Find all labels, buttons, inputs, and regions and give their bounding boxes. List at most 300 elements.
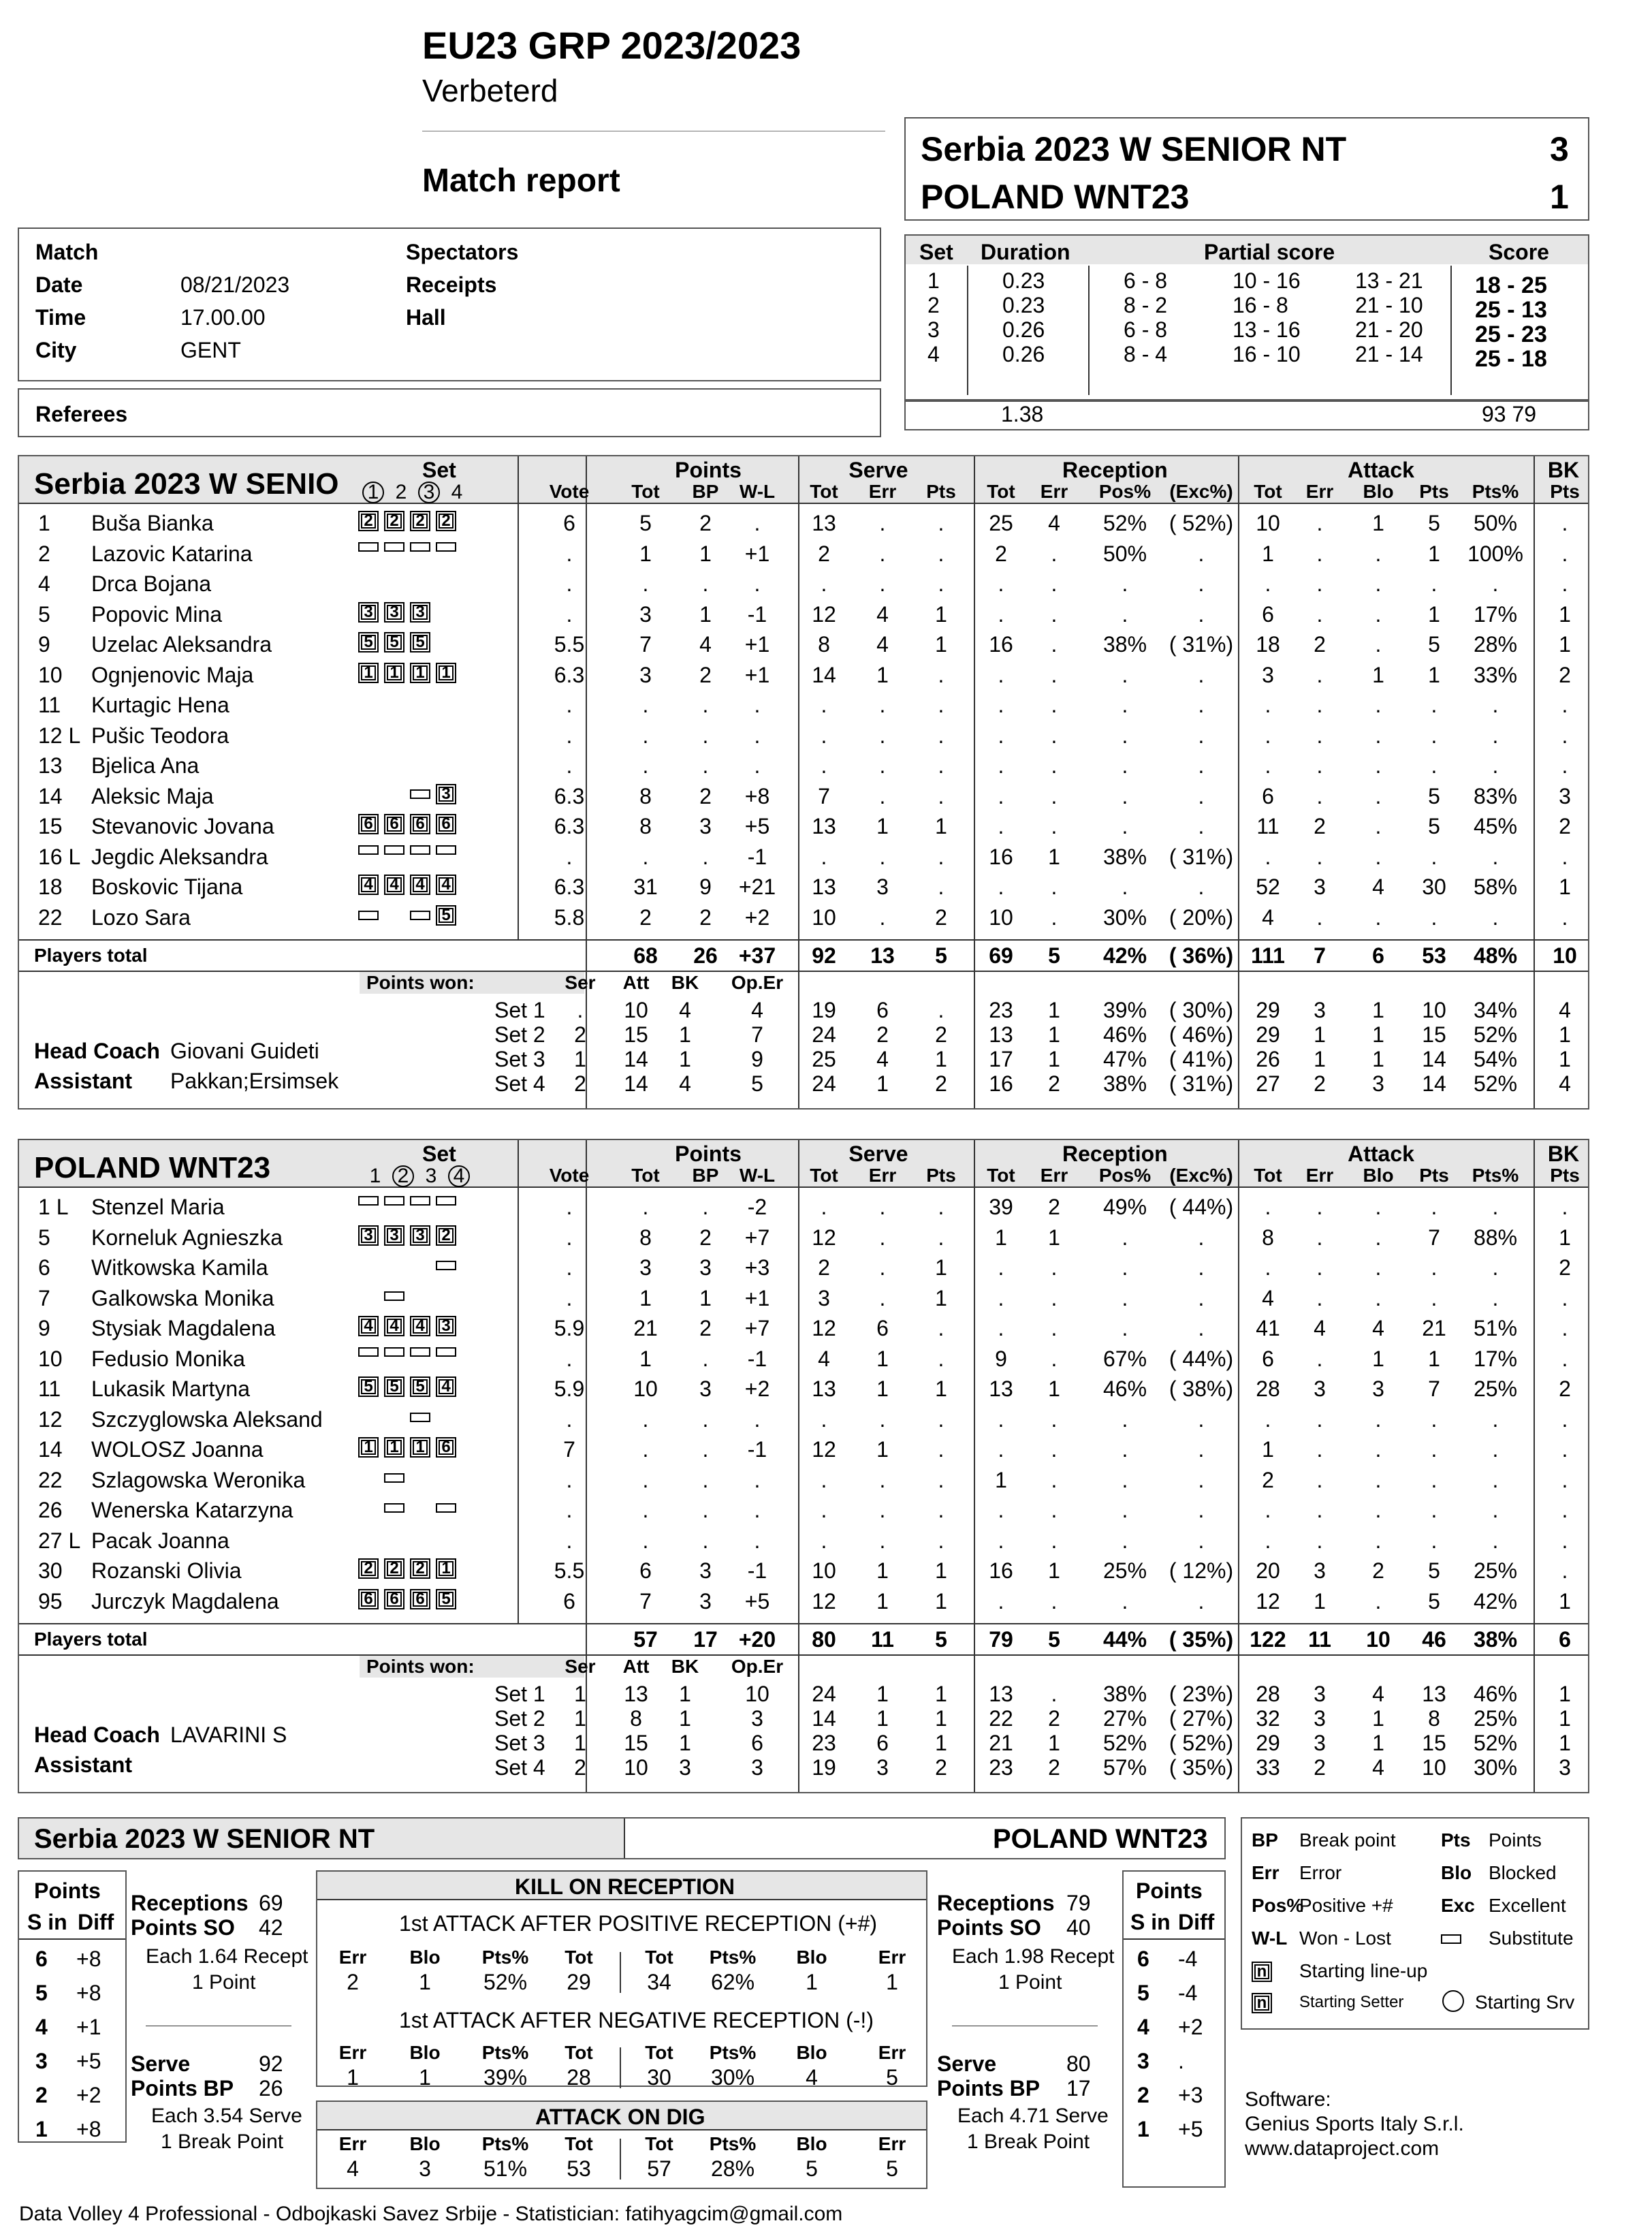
stat-cell: +2: [744, 904, 770, 930]
team-a-col-16: Pts: [1550, 481, 1580, 502]
stat-cell: +1: [744, 662, 770, 687]
stat-cell: .: [1431, 1437, 1437, 1462]
player-sets: [358, 905, 462, 926]
stat-cell: 5: [1428, 1558, 1440, 1583]
set-stat-cell: 38%: [1102, 1071, 1147, 1096]
set-stat-cell: 24: [812, 1071, 836, 1096]
stat-cell: .: [566, 844, 573, 869]
stat-cell: 2: [1314, 632, 1326, 657]
player-sets: [358, 1376, 462, 1397]
stat-cell: 3: [639, 1255, 652, 1280]
stat-cell: .: [754, 693, 761, 717]
stat-cell: -1: [747, 1437, 767, 1462]
stat-cell: 2: [699, 904, 712, 930]
stat-cell: .: [642, 1528, 649, 1553]
team-b-pw-head: Ser: [565, 1656, 596, 1677]
set-stat-cell: 10: [1422, 1755, 1446, 1780]
pw-cell: 2: [574, 1755, 586, 1780]
stat-cell: .: [1316, 783, 1323, 808]
stat-cell: .: [879, 1528, 886, 1553]
set-partial-3: 21 - 20: [1355, 317, 1423, 342]
stat-cell: .: [1561, 541, 1568, 566]
player-sets: [358, 1195, 462, 1207]
team-a-col-10: (Exc%): [1169, 481, 1233, 502]
team-b-diff-label: Diff: [1178, 1910, 1215, 1934]
set-stat-cell: 34%: [1473, 998, 1518, 1022]
total-cell: 42%: [1102, 943, 1147, 968]
kill-cell: 4: [806, 2065, 818, 2090]
empty-set: [436, 753, 456, 774]
result-sets-b: 1: [1550, 178, 1569, 216]
kill-head: Err: [878, 1947, 906, 1968]
player-name: Jurczyk Magdalena: [91, 1588, 279, 1614]
team-b-col-14: Pts: [1419, 1165, 1449, 1186]
stat-cell: 16: [989, 1558, 1013, 1583]
stat-cell: .: [1051, 1437, 1058, 1462]
kill-cell: 51%: [483, 2156, 528, 2181]
player-name: Uzelac Aleksandra: [91, 632, 272, 657]
set-stat-cell: 4: [1372, 1755, 1384, 1780]
stat-cell: 12: [812, 1316, 836, 1340]
stat-cell: 3: [1372, 1376, 1384, 1401]
set-stat-cell: 57%: [1102, 1755, 1147, 1780]
starting-position: 6: [358, 814, 379, 834]
stat-cell: .: [1316, 723, 1323, 748]
legend-key: Exc: [1441, 1895, 1475, 1916]
total-cell: 46: [1422, 1627, 1446, 1652]
total-cell: 6: [1372, 943, 1384, 968]
stat-cell: 1: [876, 1437, 889, 1462]
stat-cell: 52: [1256, 875, 1280, 899]
stat-cell: .: [1051, 1588, 1058, 1614]
player-name: Popovic Mina: [91, 601, 223, 627]
set-stat-cell: 3: [1559, 1755, 1571, 1780]
stat-cell: .: [938, 1528, 944, 1553]
stat-cell: .: [938, 723, 944, 748]
set-stat-cell: 24: [812, 1022, 836, 1047]
software-label: Software:: [1245, 2088, 1331, 2111]
stat-cell: 7: [818, 783, 830, 808]
stat-cell: .: [1561, 844, 1568, 869]
stat-cell: 5: [1428, 1588, 1440, 1614]
starting-position: 3: [436, 1316, 456, 1336]
set-duration: 0.26: [1002, 342, 1045, 366]
stat-cell: ( 12%): [1169, 1558, 1234, 1583]
stat-cell: .: [1492, 1406, 1499, 1432]
stat-cell: 9: [699, 875, 712, 899]
stat-cell: +1: [744, 632, 770, 657]
stat-cell: 4: [1314, 1316, 1326, 1340]
player-name: Fedusio Monika: [91, 1346, 245, 1371]
team-b-sin-label: S in: [1130, 1910, 1171, 1934]
stat-cell: 1: [699, 601, 712, 627]
stat-cell: .: [754, 1528, 761, 1553]
stat-cell: .: [998, 783, 1004, 808]
stat-cell: ( 31%): [1169, 632, 1234, 657]
starting-position: 1: [358, 663, 379, 683]
team-a-coach-label: Head Coach: [34, 1039, 160, 1063]
legend-desc: Points: [1489, 1829, 1542, 1851]
team-b-receptions: 79: [1066, 1891, 1091, 1915]
team-b-points-label: Points: [1136, 1878, 1203, 1903]
set-stat-cell: ( 35%): [1169, 1755, 1234, 1780]
set-stat-cell: 1: [1372, 1047, 1384, 1071]
stat-cell: .: [938, 875, 944, 899]
player-sets: [358, 753, 462, 774]
stat-cell: .: [1375, 632, 1382, 657]
player-number: 12: [38, 1406, 63, 1432]
receipts-label: Receipts: [406, 272, 497, 297]
substitute-icon: [384, 1291, 404, 1301]
stat-cell: .: [938, 1467, 944, 1492]
stat-cell: .: [998, 814, 1004, 838]
team-a-col-15: Pts%: [1472, 481, 1519, 502]
starting-position: 5: [410, 1376, 430, 1397]
total-cell: 79: [989, 1627, 1013, 1652]
table-row: [0, 1283, 1652, 1314]
team-a-group-serve: Serve: [848, 458, 908, 482]
legend-key: Blo: [1441, 1862, 1472, 1883]
stat-cell: 2: [699, 1316, 712, 1340]
empty-set: [410, 1255, 430, 1276]
stat-cell: 11: [1256, 814, 1280, 838]
stat-cell: 1: [876, 1346, 889, 1371]
player-name: Pacak Joanna: [91, 1528, 229, 1553]
stat-cell: 3: [699, 1588, 712, 1614]
set-stat-cell: .: [1051, 1682, 1058, 1706]
team-b-coach-label: Head Coach: [34, 1722, 160, 1747]
team-b-set-num: 3: [425, 1165, 437, 1187]
stat-cell: .: [1051, 1528, 1058, 1553]
stat-cell: 21: [1422, 1316, 1446, 1340]
team-b-pso: 40: [1066, 1915, 1091, 1940]
team-b-col-11: Tot: [1254, 1165, 1282, 1186]
starting-position: 6: [410, 1589, 430, 1609]
team-b-pbp: 17: [1066, 2076, 1091, 2101]
kill-head: Err: [878, 2133, 906, 2154]
stat-cell: 1: [1048, 1376, 1060, 1401]
set-stat-cell: 2: [1314, 1071, 1326, 1096]
empty-set: [436, 1468, 456, 1488]
city-value: GENT: [180, 338, 241, 362]
set-stat-cell: 10: [1422, 998, 1446, 1022]
stat-cell: .: [1265, 1528, 1271, 1553]
total-cell: 44%: [1102, 1627, 1147, 1652]
starting-position: 5: [436, 1589, 456, 1609]
stat-cell: .: [1561, 1467, 1568, 1492]
set-stat-cell: 28: [1256, 1682, 1280, 1706]
stat-cell: .: [1198, 1588, 1205, 1614]
set-stat-cell: 23: [812, 1731, 836, 1755]
stat-cell: .: [938, 693, 944, 717]
stat-cell: 42%: [1473, 1588, 1518, 1614]
stat-cell: .: [1316, 1255, 1323, 1280]
set-stat-cell: 3: [1314, 998, 1326, 1022]
player-name: Boskovic Tijana: [91, 875, 243, 899]
set-row-label: Set 2: [494, 1022, 545, 1047]
total-cell: 80: [812, 1627, 836, 1652]
stat-cell: 1: [935, 1376, 947, 1401]
legend-desc: Won - Lost: [1299, 1928, 1391, 1949]
stat-cell: .: [1431, 1255, 1437, 1280]
table-row: [0, 569, 1652, 599]
kill-head: Err: [338, 1947, 367, 1968]
stat-cell: .: [1198, 1528, 1205, 1553]
stat-cell: 2: [1262, 1467, 1274, 1492]
stat-cell: 50%: [1102, 541, 1147, 566]
starting-position: 3: [384, 1225, 404, 1246]
stat-cell: .: [1561, 1406, 1568, 1432]
team-b-pso-label: Points SO: [937, 1915, 1041, 1940]
stat-cell: 18: [1256, 632, 1280, 657]
stat-cell: .: [1492, 1285, 1499, 1310]
kill-head: Tot: [565, 2042, 593, 2063]
stat-cell: .: [998, 753, 1004, 778]
summary-team-a: Serbia 2023 W SENIOR NT: [34, 1824, 375, 1854]
stat-cell: .: [1431, 904, 1437, 930]
rotation-number: 5: [35, 1981, 48, 2005]
starting-position: 6: [436, 1437, 456, 1458]
stat-cell: .: [1316, 904, 1323, 930]
stat-cell: .: [1561, 1528, 1568, 1553]
stat-cell: .: [566, 1467, 573, 1492]
player-name: Bjelica Ana: [91, 753, 200, 778]
starting-position: 3: [358, 602, 379, 623]
stat-cell: .: [566, 541, 573, 566]
empty-set: [384, 571, 404, 592]
starting-position: 1: [436, 1558, 456, 1579]
date-value: 08/21/2023: [180, 272, 290, 297]
set-stat-cell: ( 52%): [1169, 1731, 1234, 1755]
stat-cell: .: [1051, 1316, 1058, 1340]
stat-cell: 1: [1048, 1558, 1060, 1583]
total-cell: 69: [989, 943, 1013, 968]
table-row: [0, 1404, 1652, 1435]
stat-cell: .: [1198, 1498, 1205, 1522]
stat-cell: 5.5: [554, 632, 585, 657]
kill-head: Err: [338, 2133, 367, 2154]
set-stat-cell: 2: [876, 1022, 889, 1047]
set-stat-cell: 16: [989, 1071, 1013, 1096]
match-label: Match: [35, 240, 99, 264]
team-a-col-6: Pts: [926, 481, 956, 502]
player-number: 11: [38, 693, 61, 717]
stat-cell: .: [998, 571, 1004, 596]
stat-cell: .: [1431, 1528, 1437, 1553]
sets-header-set: Set: [919, 240, 953, 264]
pw-cell: 3: [751, 1706, 763, 1731]
player-sets: [358, 723, 462, 744]
set-stat-cell: 8: [1428, 1706, 1440, 1731]
stat-cell: .: [702, 723, 709, 748]
table-row: [0, 1434, 1652, 1465]
table-row: [0, 811, 1652, 842]
player-name: Lukasik Martyna: [91, 1376, 250, 1401]
stat-cell: .: [642, 1498, 649, 1522]
rotation-diff: -4: [1178, 1981, 1198, 2005]
stat-cell: .: [1051, 753, 1058, 778]
player-number: 14: [38, 783, 63, 808]
stat-cell: .: [1375, 541, 1382, 566]
stat-cell: .: [1316, 1406, 1323, 1432]
team-b-set-num: 2: [392, 1165, 414, 1187]
kill-head: Pts%: [709, 2133, 757, 2154]
stat-cell: .: [1198, 541, 1205, 566]
stat-cell: .: [938, 1225, 944, 1250]
player-sets: [358, 511, 462, 531]
pw-cell: 13: [624, 1682, 648, 1706]
referees-box: [18, 388, 881, 437]
stat-cell: .: [1561, 1316, 1568, 1340]
set-row-label: Set 1: [494, 1682, 545, 1706]
stat-cell: .: [821, 571, 827, 596]
team-a-group-attack: Attack: [1348, 458, 1414, 482]
starting-setter-icon: n: [1252, 1993, 1272, 2013]
set-stat-cell: ( 27%): [1169, 1706, 1234, 1731]
rotation-diff: +8: [76, 2117, 101, 2141]
starting-position: 4: [384, 875, 404, 895]
stat-cell: .: [1122, 753, 1128, 778]
stat-cell: .: [754, 1406, 761, 1432]
team-a-pso-label: Points SO: [131, 1915, 235, 1940]
player-number: 10: [38, 1346, 63, 1371]
stat-cell: .: [642, 1437, 649, 1462]
stat-cell: 7: [1428, 1376, 1440, 1401]
stat-cell: .: [1198, 1437, 1205, 1462]
stat-cell: 1: [935, 1558, 947, 1583]
starting-position: 5: [358, 632, 379, 652]
stat-cell: .: [1265, 1406, 1271, 1432]
team-a-pw-head: BK: [671, 972, 699, 993]
stat-cell: 100%: [1467, 541, 1523, 566]
rotation-number: 5: [1137, 1981, 1149, 2005]
set-stat-cell: 24: [812, 1682, 836, 1706]
stat-cell: +8: [744, 783, 770, 808]
team-b-pw-head: Op.Er: [731, 1656, 784, 1677]
substitute-icon: [436, 542, 456, 552]
stat-cell: 3: [699, 814, 712, 838]
set-row-label: Set 3: [494, 1047, 545, 1071]
pw-cell: 2: [574, 1022, 586, 1047]
stat-cell: .: [938, 1498, 944, 1522]
substitute-icon: [436, 1196, 456, 1206]
stat-cell: .: [1265, 753, 1271, 778]
stat-cell: .: [1198, 753, 1205, 778]
stat-cell: 6: [639, 1558, 652, 1583]
kill-cell: 34: [647, 1970, 671, 1994]
stat-cell: 4: [876, 601, 889, 627]
substitute-icon: [358, 845, 379, 855]
kill-cell: 1: [886, 1970, 898, 1994]
total-cell: ( 35%): [1169, 1627, 1234, 1652]
set-duration: 0.26: [1002, 317, 1045, 342]
team-a-each-rec: Each 1.64 Recept: [146, 1945, 308, 1968]
rotation-diff: +1: [76, 2015, 101, 2039]
stat-cell: .: [1122, 1316, 1128, 1340]
set-stat-cell: 4: [1372, 1682, 1384, 1706]
legend-starting-lineup: Starting line-up: [1299, 1960, 1428, 1981]
set-stat-cell: 2: [1314, 1755, 1326, 1780]
player-name: Stysiak Magdalena: [91, 1316, 276, 1340]
stat-cell: .: [1375, 693, 1382, 717]
stat-cell: 1: [1428, 662, 1440, 687]
stat-cell: 2: [818, 1255, 830, 1280]
set-partial-3: 21 - 10: [1355, 293, 1423, 317]
result-team-b: POLAND WNT23: [921, 178, 1190, 216]
stat-cell: 10: [1256, 511, 1280, 535]
empty-set: [384, 693, 404, 713]
set-stat-cell: 3: [1314, 1706, 1326, 1731]
stat-cell: .: [1316, 1467, 1323, 1492]
stat-cell: 1: [1262, 1437, 1274, 1462]
table-row: [0, 539, 1652, 569]
set-number: 2: [927, 293, 940, 317]
team-a-pw-head: Ser: [565, 972, 596, 993]
stat-cell: -1: [747, 1346, 767, 1371]
stat-cell: .: [702, 844, 709, 869]
stat-cell: .: [1375, 1498, 1382, 1522]
set-stat-cell: 1: [1048, 1731, 1060, 1755]
set-stat-cell: 46%: [1102, 1022, 1147, 1047]
team-b-col-4: Tot: [810, 1165, 838, 1186]
stat-cell: 33%: [1473, 662, 1518, 687]
set-partial-2: 13 - 16: [1233, 317, 1301, 342]
stat-cell: 8: [818, 632, 830, 657]
stat-cell: .: [1265, 1255, 1271, 1280]
table-row: [0, 902, 1652, 933]
empty-set: [410, 1286, 430, 1306]
stat-cell: 10: [812, 1558, 836, 1583]
set-stat-cell: 3: [876, 1755, 889, 1780]
pw-cell: 14: [624, 1047, 648, 1071]
total-score: 93 79: [1482, 402, 1537, 426]
table-row: [0, 842, 1652, 872]
stat-cell: 21: [633, 1316, 658, 1340]
kill-head: Err: [338, 2042, 367, 2063]
set-stat-cell: 22: [989, 1706, 1013, 1731]
stat-cell: 1: [1559, 875, 1571, 899]
pw-cell: 4: [751, 998, 763, 1022]
player-name: Stevanovic Jovana: [91, 814, 274, 838]
stat-cell: .: [1198, 783, 1205, 808]
stat-cell: .: [1122, 571, 1128, 596]
stat-cell: 28%: [1473, 632, 1518, 657]
stat-cell: 1: [1559, 1588, 1571, 1614]
set-stat-cell: 1: [1559, 1047, 1571, 1071]
stat-cell: 2: [1559, 662, 1571, 687]
stat-cell: 38%: [1102, 844, 1147, 869]
team-a-set-label: Set: [422, 458, 456, 482]
stat-cell: .: [879, 511, 886, 535]
rotation-diff: +8: [76, 1947, 101, 1971]
stat-cell: .: [879, 1285, 886, 1310]
team-a-one-point: 1 Point: [192, 1971, 256, 1994]
set-stat-cell: 2: [935, 1022, 947, 1047]
starting-position: 5: [384, 632, 404, 652]
set-stat-cell: 4: [1559, 1071, 1571, 1096]
stat-cell: .: [1051, 1467, 1058, 1492]
total-cell: 48%: [1473, 943, 1518, 968]
starting-position: 4: [384, 1316, 404, 1336]
stat-cell: .: [938, 571, 944, 596]
stat-cell: 1: [935, 1588, 947, 1614]
stat-cell: .: [642, 1467, 649, 1492]
empty-set: [436, 1286, 456, 1306]
player-sets: [358, 571, 462, 592]
stat-cell: ( 20%): [1169, 904, 1234, 930]
set-stat-cell: 1: [1048, 1022, 1060, 1047]
stat-cell: .: [1375, 1225, 1382, 1250]
